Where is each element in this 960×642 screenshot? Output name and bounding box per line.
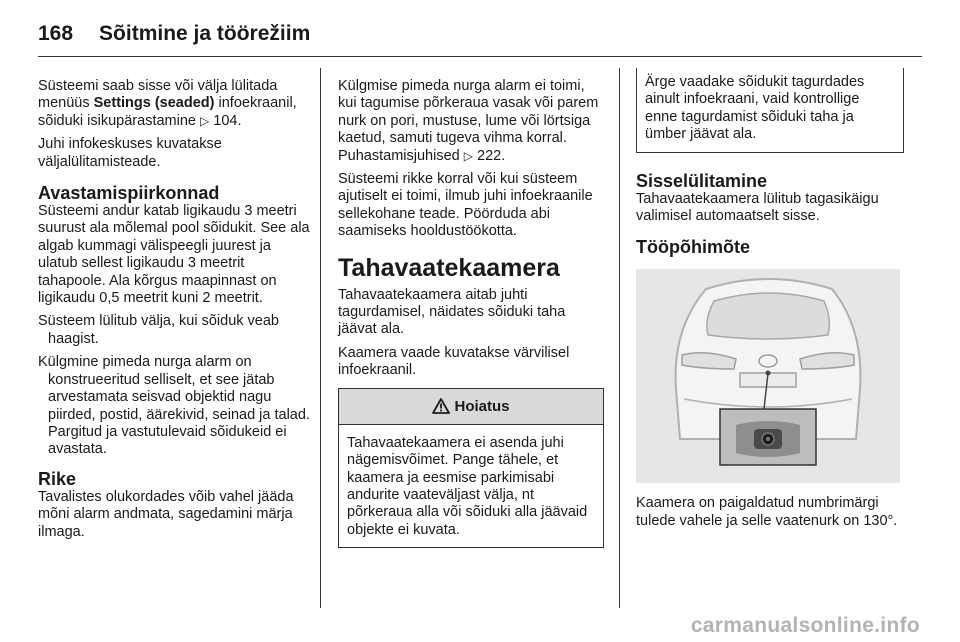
heading-switch-on: Sisselülitamine [636,170,768,191]
page-number: 168 [38,22,74,45]
warning-continuation-box [636,68,904,153]
warning-title: Hoiatus [454,397,510,415]
heading-fault: Rike [38,468,77,489]
paragraph-zones: Süsteemi andur katab ligikaudu 3 meetri suurust ala mõlemal pool sõidukit. See ala algab kummagi välispeegli juurest ja ulatub sellest ligikaudu 3 meetrit tahapoole. Ala kõrgus maapinnast on ligikaudu 0,5 meetrit kuni 2 meetrit. [38,203,310,307]
paragraph-camera-purpose: Tahavaatekaamera aitab juhti tagurdamisel, näidates sõiduki taha jäävat ala. [338,286,566,338]
column-2 [338,78,604,548]
header-divider [38,56,922,57]
column-divider-2 [619,68,620,608]
warning-text: Tahavaatekaamera ei asenda juhi nägemisvõimet. Pange tähele, et kaamera ja eesmise parkimisabi andurite vaateväljast välja, nt põrkeraua alla või sõiduki alla jäävaid objekte ei kuvata. [347,434,588,538]
warning-header [339,389,603,425]
paragraph-settings: Süsteemi saab sisse või välja lülitada menüüs Settings (seaded) infoekraanil, sõiduki isikupärastamine ▷ 104. [38,78,297,129]
chapter-title: Sõitmine ja töörežiim [99,22,311,45]
heading-detection-zones: Avastamispiirkonnad [38,183,220,204]
watermark: carmanualsonline.info [690,614,920,637]
car-rear-illustration [636,269,900,483]
camera-illustration [636,269,900,483]
warning-continuation-text: Ärge vaadake sõidukit tagurdades ainult infoekraani, vaid kontrollige enne tagurdamist sõiduki taha ja ümber jäävat ala. [645,74,865,143]
xref-icon: ▷ [200,113,210,128]
column-3 [636,74,904,536]
paragraph-fault: Tavalistes olukordades võib vahel jääda mõni alarm andmata, sagedamini märja ilmaga. [38,488,294,540]
warning-triangle-icon [432,398,450,414]
xref-link[interactable]: 104. [213,112,242,129]
warning-box [338,388,604,548]
paragraph-system-fault: Süsteemi rikke korral või kui süsteem ajutiselt ei toimi, ilmub juhi infoekraanile sellekohane teade. Pöörduda abi saamiseks hooldustöökotta. [338,171,593,240]
column-1 [38,78,310,547]
heading-rear-camera: Tahavaatekaamera [338,253,560,282]
xref-icon: ▷ [463,148,473,163]
menu-name: Settings (seaded) [93,95,215,112]
paragraph-stationary: Külgmine pimeda nurga alarm on konstrueeritud selliselt, et see jätab arvestamata seisvad objektid nagu piirded, postid, äärekivid, seinad ja talad. Pargitud ja vastutulevaid sõidukeid ei avastata. [38,354,310,458]
paragraph-off-message: Juhi infokeskuses kuvatakse väljalülitamisteade. [38,136,222,170]
xref-link[interactable]: 222. [477,147,506,164]
page-header [38,22,310,46]
warning-body [339,425,603,547]
paragraph-trailer: Süsteem lülitub välja, kui sõiduk veab haagist. [38,313,279,347]
heading-principle: Tööpõhimõte [636,237,750,258]
paragraph-switch-on: Tahavaatekaamera lülitub tagasikäigu valimisel automaatselt sisse. [636,190,879,225]
column-divider-1 [320,68,321,608]
paragraph-camera-display: Kaamera vaade kuvatakse värvilisel infoekraanil. [338,344,570,379]
paragraph-camera-position: Kaamera on paigaldatud numbrimärgi tulede vahele ja selle vaatenurk on 130°. [636,495,898,529]
paragraph-dirt: Külgmise pimeda nurga alarm ei toimi, kui tagumise põrkeraua vasak või parem nurk on pori, mustuse, lume või lörtsiga kaetud, samuti tugeva vihma korral. Puhastamisjuhised ▷ 222. [338,78,599,164]
